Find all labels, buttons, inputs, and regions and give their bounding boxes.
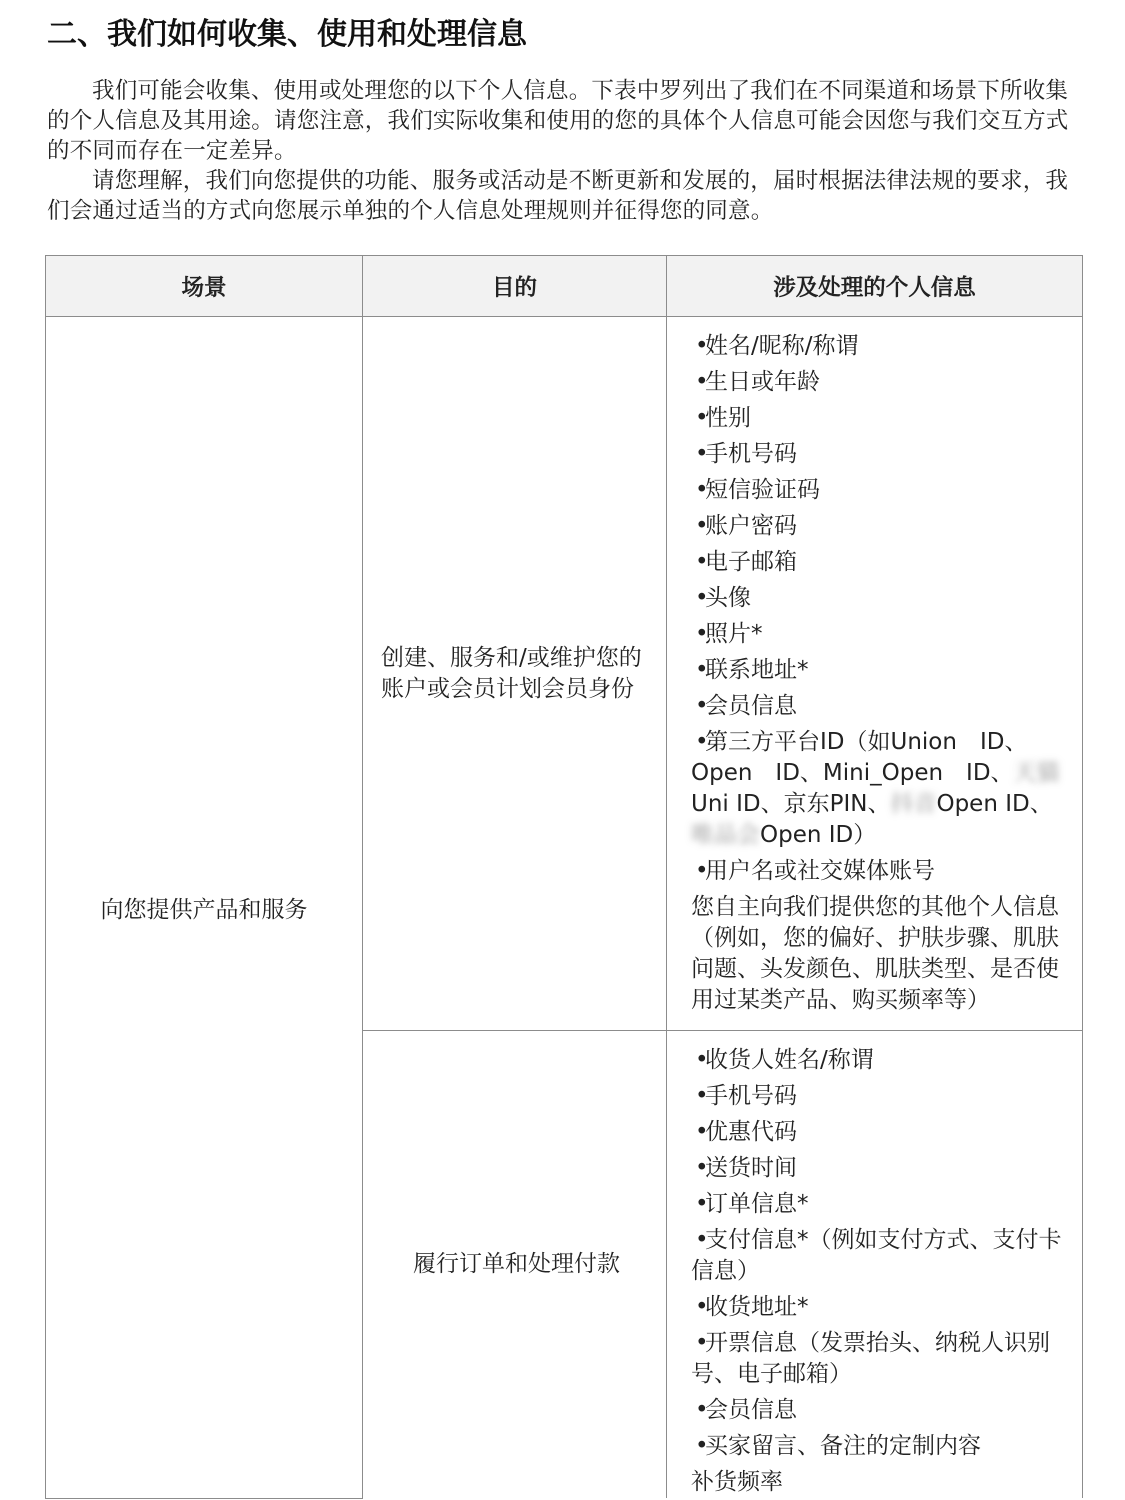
list-item: •订单信息* [695, 1191, 809, 1217]
list-item: •会员信息 [695, 1397, 797, 1423]
scene-cell: 向您提供产品和服务 [46, 317, 363, 1499]
redacted-platform-name: 唯品会 [691, 822, 760, 848]
restock-frequency-note: 补货频率 [691, 1469, 783, 1495]
list-item: •电子邮箱 [695, 549, 797, 575]
list-item: •性别 [695, 405, 751, 431]
list-item: •照片* [695, 621, 763, 647]
list-item: •开票信息（发票抬头、纳税人识别号、电子邮箱） [691, 1330, 1050, 1387]
purpose-cell-orders: 履行订单和处理付款 [363, 1031, 667, 1499]
list-item: •生日或年龄 [695, 369, 820, 395]
list-item: •手机号码 [695, 1083, 797, 1109]
list-item: •短信验证码 [695, 477, 820, 503]
list-item: •头像 [695, 585, 751, 611]
list-item: •优惠代码 [695, 1119, 797, 1145]
header-scene: 场景 [46, 256, 363, 317]
personal-info-cell [667, 317, 1083, 1031]
header-personal-info: 涉及处理的个人信息 [667, 256, 1083, 317]
intro-paragraph: 我们可能会收集、使用或处理您的以下个人信息。下表中罗列出了我们在不同渠道和场景下所收集的个人信息及其用途。请您注意，我们实际收集和使用的您的具体个人信息可能会因您与我们交互方式的不同而存在一定差异。 [47, 78, 1069, 164]
table-row [46, 317, 1083, 1031]
list-item: •送货时间 [695, 1155, 797, 1181]
intro-paragraph: 请您理解，我们向您提供的功能、服务或活动是不断更新和发展的，届时根据法律法规的要求，我们会通过适当的方式向您展示单独的个人信息处理规则并征得您的同意。 [47, 168, 1069, 224]
table-header-row [46, 256, 1083, 317]
list-item: •用户名或社交媒体账号 [695, 858, 935, 884]
list-item: •姓名/昵称/称谓 [695, 333, 859, 359]
purpose-cell-account: 创建、服务和/或维护您的账户或会员计划会员身份 [363, 317, 667, 1031]
list-item: •联系地址* [695, 657, 809, 683]
personal-info-list [691, 331, 1068, 887]
redacted-platform-name: 抖音 [890, 791, 937, 817]
header-purpose: 目的 [363, 256, 667, 317]
list-item: •收货地址* [695, 1294, 809, 1320]
list-item: •买家留言、备注的定制内容 [695, 1433, 981, 1459]
personal-info-table [45, 255, 1083, 1499]
redacted-platform-name: 天猫 [1013, 760, 1060, 786]
list-item: •收货人姓名/称谓 [695, 1047, 874, 1073]
other-info-note: 您自主向我们提供您的其他个人信息（例如，您的偏好、护肤步骤、肌肤问题、头发颜色、肌肤类型、是否使用过某类产品、购买频率等） [691, 894, 1059, 1013]
personal-info-cell [667, 1031, 1083, 1499]
list-item: •会员信息 [695, 693, 797, 719]
intro-text [47, 76, 1082, 226]
third-party-id-item: •第三方平台ID（如Union ID、Open ID、Mini_Open ID、天猫Uni ID、京东PIN、抖音Open ID、唯品会Open ID） [691, 727, 1068, 851]
list-item: •手机号码 [695, 441, 797, 467]
list-item: •账户密码 [695, 513, 797, 539]
personal-info-list [691, 1045, 1068, 1462]
list-item: •支付信息*（例如支付方式、支付卡信息） [691, 1227, 1062, 1284]
page-title: 二、我们如何收集、使用和处理信息 [47, 17, 527, 52]
